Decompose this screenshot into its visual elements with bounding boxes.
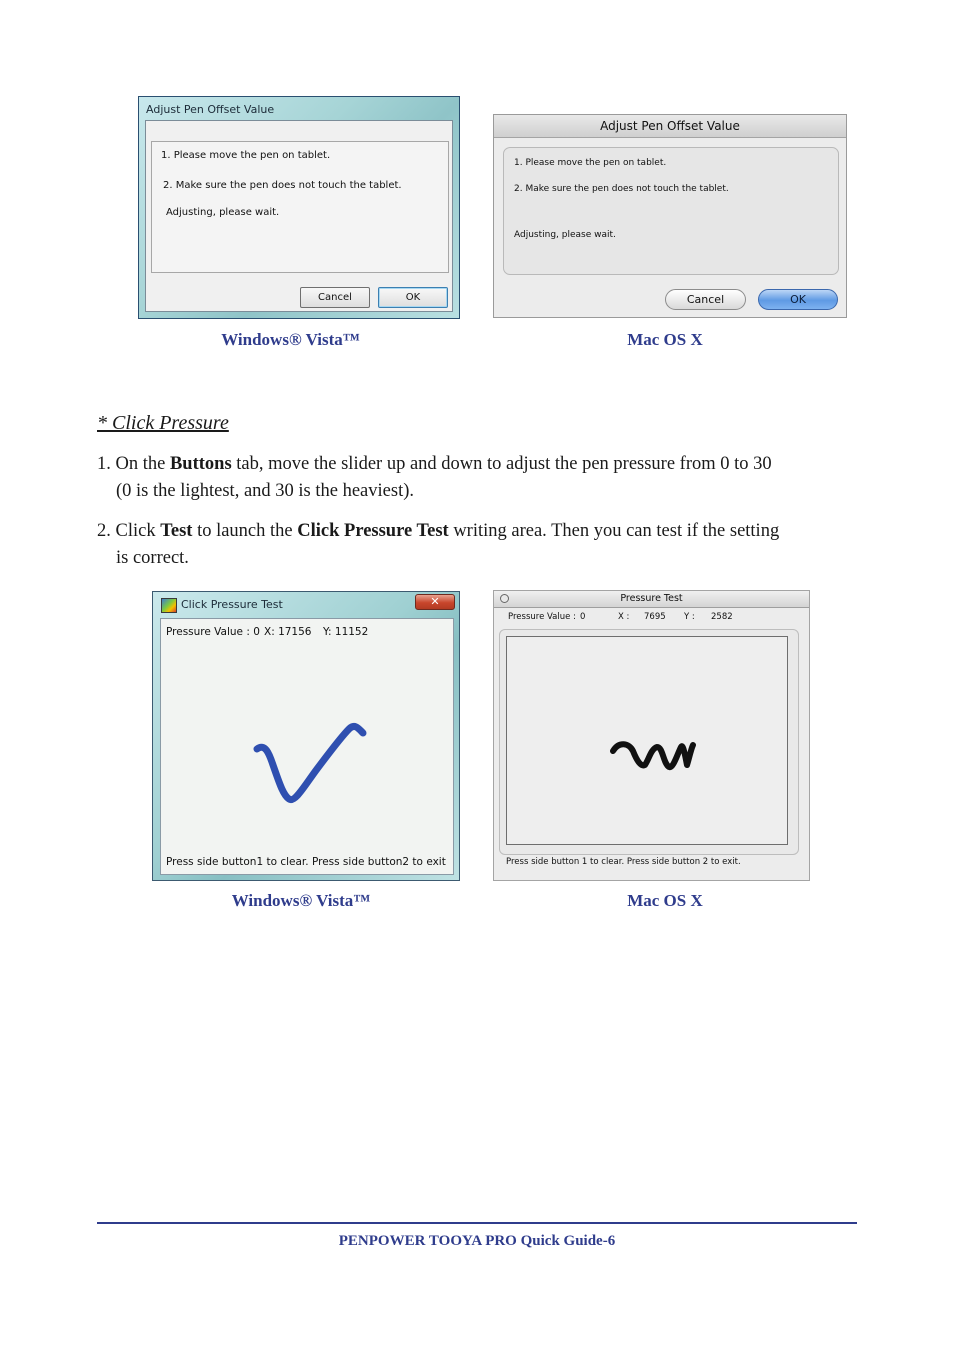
writing-area[interactable]	[160, 618, 454, 875]
step-2	[97, 518, 877, 572]
cancel-button[interactable]: Cancel	[665, 289, 746, 310]
instructions-group	[151, 141, 449, 273]
step-text: Click	[115, 521, 161, 541]
instructions-group	[503, 147, 839, 275]
instruction-line-1: 1. Please move the pen on tablet.	[161, 150, 331, 161]
writing-group	[499, 629, 799, 855]
instructions-footer: Press side button1 to clear. Press side button2 to exit	[166, 856, 446, 868]
page-footer: PENPOWER TOOYA PRO Quick Guide-6	[338, 1233, 616, 1249]
caption-windows-vista: Windows® Vista™	[221, 330, 360, 349]
button-name: Test	[160, 521, 193, 541]
dialog-title: Adjust Pen Offset Value	[146, 103, 275, 116]
instruction-line-2: 2. Make sure the pen does not touch the tablet.	[514, 184, 729, 194]
window-title: Pressure Test	[620, 593, 683, 604]
writing-area[interactable]	[506, 636, 788, 845]
step-2-line-2: is correct.	[116, 548, 189, 568]
step-text: On the	[115, 454, 170, 474]
footer-rule	[97, 1222, 857, 1224]
caption-windows-vista: Windows® Vista™	[231, 891, 371, 910]
windows-offset-dialog	[138, 96, 460, 319]
step-number: 1.	[97, 454, 111, 474]
mac-offset-dialog	[493, 114, 847, 318]
step-2-line-1	[97, 518, 877, 545]
step-text: writing area. Then you can test if the setting	[448, 521, 780, 541]
step-text: to launch the	[192, 521, 298, 541]
step-1-line-2: (0 is the lightest, and 30 is the heaviest).	[116, 481, 414, 501]
pressure-readout: Pressure Value : 0	[166, 626, 260, 638]
mac-pressure-test-window	[493, 590, 810, 881]
app-icon	[161, 598, 177, 613]
dialog-title: Adjust Pen Offset Value	[600, 119, 740, 133]
cancel-button[interactable]: Cancel	[300, 287, 370, 308]
y-readout-label: Y :	[684, 612, 695, 622]
caption-mac-os-x: Mac OS X	[627, 330, 703, 349]
close-button[interactable]: ✕	[415, 594, 455, 610]
ok-button[interactable]: OK	[378, 287, 448, 308]
pen-stroke-scribble	[507, 637, 787, 844]
window-name: Click Pressure Test	[297, 521, 449, 541]
instruction-line-2: 2. Make sure the pen does not touch the tablet.	[163, 180, 402, 191]
section-heading: * Click Pressure	[97, 412, 229, 434]
pen-stroke-checkmark	[161, 619, 453, 874]
y-readout: Y: 11152	[323, 626, 369, 638]
y-readout-value: 2582	[711, 612, 733, 622]
instructions-footer: Press side button 1 to clear. Press side button 2 to exit.	[506, 857, 741, 867]
pressure-readout-label: Pressure Value :	[508, 612, 576, 622]
instruction-line-1: 1. Please move the pen on tablet.	[514, 158, 667, 168]
ok-button[interactable]: OK	[758, 289, 838, 310]
step-text: tab, move the slider up and down to adjust the pen pressure from 0 to 30	[231, 454, 772, 474]
caption-mac-os-x: Mac OS X	[627, 891, 703, 910]
status-line: Adjusting, please wait.	[514, 230, 616, 240]
step-1	[97, 451, 877, 505]
step-number: 2.	[97, 521, 111, 541]
step-1-line-1	[97, 451, 877, 478]
windows-pressure-test-window	[152, 591, 460, 881]
x-readout: X: 17156	[264, 626, 312, 638]
dialog-client-area	[145, 120, 453, 312]
x-readout-value: 7695	[644, 612, 666, 622]
status-line: Adjusting, please wait.	[166, 207, 280, 218]
x-readout-label: X :	[618, 612, 630, 622]
window-title: Click Pressure Test	[181, 598, 283, 611]
tab-name: Buttons	[169, 454, 232, 474]
pressure-readout-value: 0	[580, 612, 586, 622]
